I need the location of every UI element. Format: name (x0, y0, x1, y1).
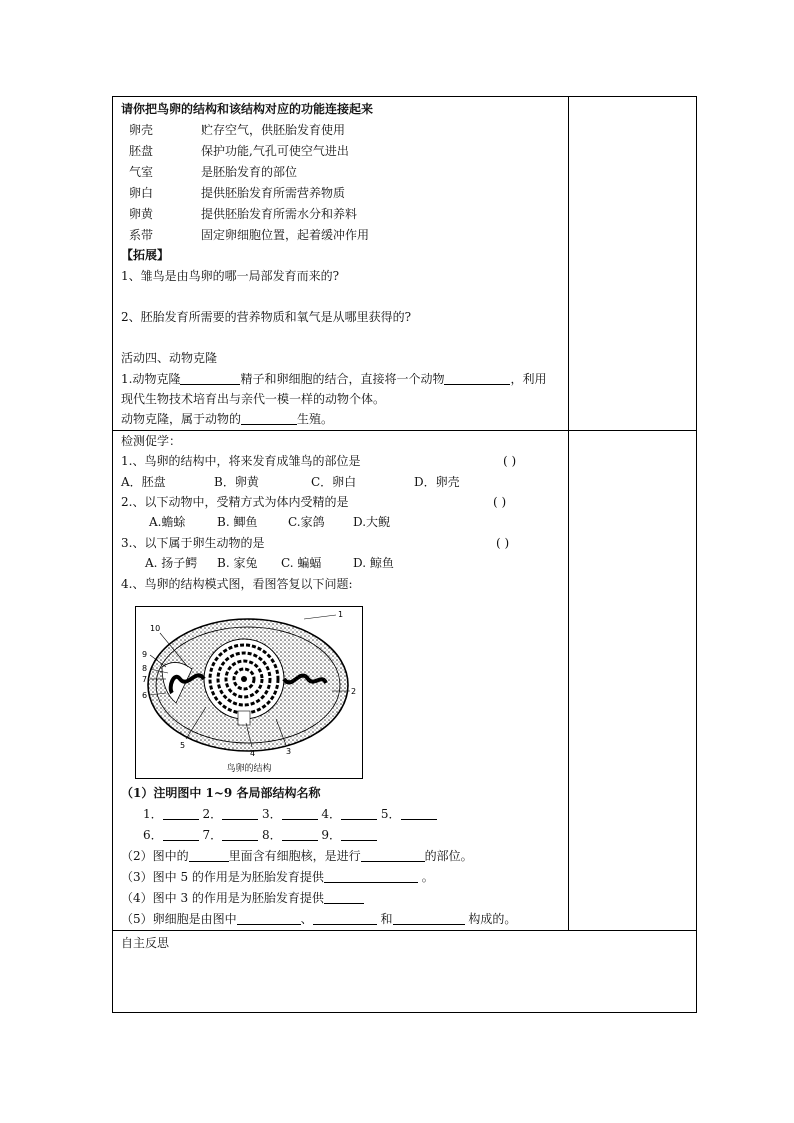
fill-blank[interactable] (324, 868, 418, 883)
figure-label: 5 (180, 741, 186, 750)
egg-structure-figure (135, 606, 363, 779)
sub-question-3: （3）图中 5 的作用是为胚胎发育提供 。 (121, 870, 434, 884)
fill-blank[interactable] (324, 889, 364, 904)
figure-label: 2 (351, 687, 357, 696)
reflection-writing-area[interactable] (121, 955, 688, 1008)
figure-label: 7 (142, 675, 148, 684)
fill-blank[interactable] (341, 826, 377, 841)
quiz-question-1: 1.、鸟卵的结构中，将来发育成雏鸟的部位是 ( ) (121, 454, 517, 468)
fill-blank[interactable] (237, 910, 301, 925)
clone-sentence-2: 现代生物技术培育出与亲代一模一样的动物个体。 (121, 392, 386, 406)
fill-blank[interactable] (313, 910, 377, 925)
column-divider (568, 431, 569, 930)
structure-name-blanks: 6． 7． 8． 9． (143, 825, 377, 845)
matching-intro: 请你把鸟卵的结构和该结构对应的功能连接起来 (121, 102, 374, 116)
activity-heading: 活动四、动物克隆 (121, 351, 218, 365)
fill-blank[interactable] (401, 805, 437, 820)
extension-question-2: 2、胚胎发育所需要的营养物质和氧气是从哪里获得的? (121, 310, 412, 324)
sub-question-1: （1）注明图中 1~9 各局部结构名称 (121, 786, 321, 800)
fill-blank[interactable] (163, 826, 199, 841)
matching-pair: 系带 固定卵细胞位置，起着缓冲作用 (129, 228, 370, 242)
extension-heading: 【拓展】 (121, 248, 170, 262)
figure-label: 9 (142, 650, 148, 659)
fill-blank[interactable] (341, 805, 377, 820)
fill-blank[interactable] (444, 370, 510, 385)
fill-blank[interactable] (222, 826, 258, 841)
quiz-options-3: A. 扬子鳄 B. 家兔 C. 蝙蝠 D. 鲸鱼 (145, 556, 394, 570)
fill-blank[interactable] (393, 910, 465, 925)
sub-question-4: （4）图中 3 的作用是为胚胎发育提供 (121, 888, 364, 908)
figure-label: 10 (150, 624, 161, 633)
fill-blank[interactable] (241, 410, 297, 425)
matching-pair: 卵黄 提供胚胎发育所需水分和养料 (129, 207, 358, 221)
table-row-quiz (113, 431, 696, 931)
table-row-reflection (113, 931, 696, 1014)
fill-blank[interactable] (222, 805, 258, 820)
figure-label: 6 (142, 691, 148, 700)
figure-label: 8 (142, 664, 148, 673)
quiz-options-2: A.蟾蜍 B. 鲫鱼 C.家鸽 D.大鲵 (149, 515, 391, 529)
table-row-structure-function (113, 97, 696, 431)
reflection-title: 自主反思 (121, 936, 170, 950)
fill-blank[interactable] (163, 805, 199, 820)
quiz-question-2: 2.、以下动物中，受精方式为体内受精的是 ( ) (121, 495, 507, 509)
quiz-title: 检测促学： (121, 434, 182, 448)
sub-question-5: （5）卵细胞是由图中 、 和 构成的。 (121, 912, 517, 926)
figure-label: 3 (286, 747, 292, 756)
egg-diagram (136, 607, 362, 757)
figure-label: 1 (338, 610, 344, 619)
structure-name-blanks: 1． 2． 3． 4． 5． (143, 804, 437, 824)
fill-blank[interactable] (282, 826, 318, 841)
worksheet-table (112, 96, 697, 1013)
figure-caption: 鸟卵的结构 (226, 764, 272, 774)
fill-blank[interactable] (180, 370, 240, 385)
fill-blank[interactable] (189, 847, 229, 862)
quiz-question-4: 4.、鸟卵的结构模式图，看图答复以下问题: (121, 577, 353, 591)
matching-pair: 胚盘 保护功能,气孔可使空气进出 (129, 144, 349, 158)
fill-blank[interactable] (282, 805, 318, 820)
figure-label: 4 (250, 749, 256, 757)
column-divider (568, 97, 569, 430)
fill-blank[interactable] (361, 847, 425, 862)
matching-pair: 卵白 提供胚胎发育所需营养物质 (129, 186, 346, 200)
extension-question-1: 1、雏鸟是由鸟卵的哪一局部发育而来的? (121, 269, 340, 283)
quiz-question-3: 3.、以下属于卵生动物的是 ( ) (121, 536, 510, 550)
quiz-options-1: A．胚盘 B．卵黄 C．卵白 D．卵壳 (121, 475, 460, 489)
sub-question-2: （2）图中的 里面含有细胞核，是进行 的部位。 (121, 849, 473, 863)
clone-sentence-1: 1.动物克隆 精子和卵细胞的结合，直接将一个动物 ，利用 (121, 372, 547, 386)
matching-pair: 气室 是胚胎发育的部位 (129, 165, 298, 179)
matching-pair: 卵壳 贮存空气，供胚胎发育使用 (129, 123, 346, 137)
clone-sentence-3: 动物克隆，属于动物的 生殖。 (121, 412, 334, 426)
